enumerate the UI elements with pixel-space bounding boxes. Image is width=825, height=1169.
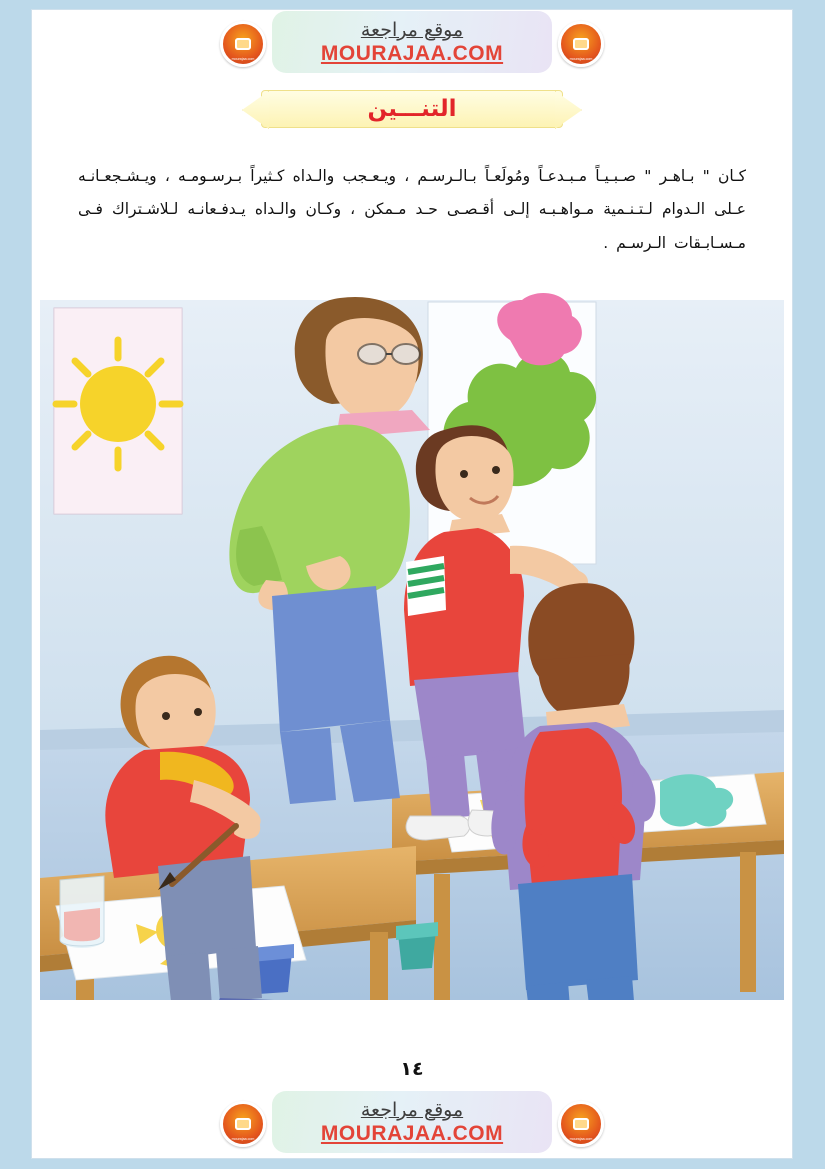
site-badge-icon (220, 21, 266, 67)
watermark-site-url: MOURAJAA.COM (320, 1121, 504, 1145)
site-badge-icon (558, 21, 604, 67)
badge-caption: mourajaa.com (569, 57, 593, 61)
document-page (32, 10, 792, 1158)
site-badge-icon (220, 1101, 266, 1147)
story-paragraph: كـان " بـاهـر " صـبـيـاً مـبـدعـاً ومُولَعـاً بـالـرسـم ، ويـعـجب والـداه كـثيراً بـرسـومـه ، ويـشـجعـانـه عـلى الـدوام لـتـنـمية مـواهـبـه إلـى أقـصـى حـد مـمكن ، وكـان والـداه يـدفـعانـه لـلاشـتراك فـى مـسـابـقات الـرسـم . (78, 167, 746, 252)
watermark-site-url: MOURAJAA.COM (320, 41, 504, 65)
illustration (40, 280, 784, 1000)
page-number: ١٤ (400, 1058, 424, 1080)
watermark-plate (272, 11, 552, 73)
badge-caption: mourajaa.com (569, 1137, 593, 1141)
badge-caption: mourajaa.com (231, 57, 255, 61)
watermark-plate (272, 1091, 552, 1153)
watermark-bottom (202, 1090, 622, 1154)
site-badge-icon (558, 1101, 604, 1147)
badge-caption: mourajaa.com (231, 1137, 255, 1141)
title-ribbon (261, 90, 563, 128)
title-text: التنـــين (367, 96, 457, 122)
watermark-arabic-label: موقع مراجعة (360, 18, 464, 41)
watermark-top (202, 10, 622, 74)
watermark-arabic-label: موقع مراجعة (360, 1098, 464, 1121)
wall-painting-sun (54, 308, 182, 514)
page-title (32, 90, 792, 128)
